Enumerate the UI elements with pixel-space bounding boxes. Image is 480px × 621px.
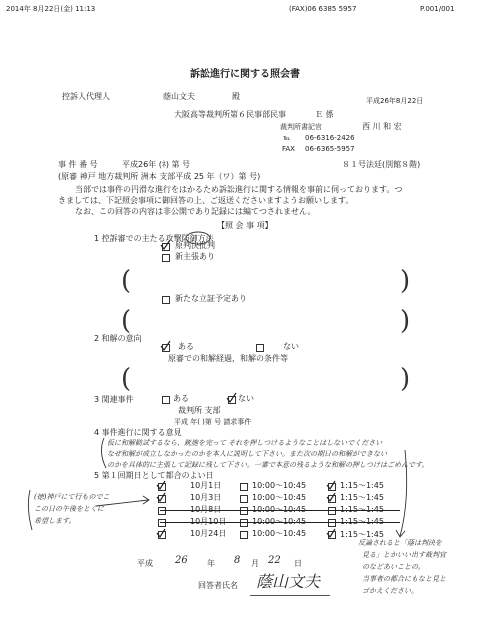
q1-paren2-close: ) bbox=[400, 306, 411, 336]
left-note-arrow bbox=[96, 500, 148, 506]
tel-number: 06-6316-2426 bbox=[305, 134, 355, 142]
intro-line-2: きましては、下記照会事項に御回答の上、ご返送くださいますようお願いします。 bbox=[58, 196, 354, 205]
q1-option-3: 新たな立証予定あり bbox=[175, 294, 247, 303]
q4-answer-2: なぜ和解が成立しなかったのかを本人に説明して下さい。また次の期日の和解ができない bbox=[107, 450, 387, 458]
q5-pm-4: 1:15〜1:45 bbox=[340, 517, 384, 526]
addressee-honorific: 殿 bbox=[232, 92, 240, 101]
section-header: 【照 会 事 項】 bbox=[217, 221, 273, 230]
reply-month-unit: 月 bbox=[251, 559, 259, 568]
q5-date-5: 10月24日 bbox=[190, 529, 227, 538]
q2-paren-close: ) bbox=[400, 364, 411, 394]
intro-line-1: 当部では事件の円滑な進行をはかるため訴訟進行に関する情報を事前に伺っております。つ bbox=[75, 185, 403, 194]
q3-option-yes: ある bbox=[173, 394, 189, 403]
q5-pm-5: 1:15〜1:45 bbox=[340, 530, 384, 539]
fax-label: FAX bbox=[282, 145, 295, 153]
q5-check-1 bbox=[157, 481, 165, 489]
left-note-bracket bbox=[28, 490, 32, 530]
q5-pm-1: 1:15〜1:45 bbox=[340, 481, 384, 490]
reply-day-unit: 日 bbox=[294, 559, 302, 568]
right-note-3: のなどあいことの。 bbox=[362, 563, 425, 571]
reply-year-unit: 年 bbox=[207, 559, 215, 568]
right-note-arrow bbox=[400, 450, 407, 536]
fax-number: (FAX)06 6385 5957 bbox=[289, 5, 357, 13]
q5-date-3: 10月8日 bbox=[190, 505, 222, 514]
respondent-name-label: 回答者氏名 bbox=[198, 581, 238, 590]
q2-note: 原審での和解経過，和解の条件等 bbox=[168, 354, 288, 363]
q1-circle-mark bbox=[186, 232, 210, 244]
case-label: 事 件 番 号 bbox=[58, 160, 98, 169]
q5-am-3: 10:00〜10:45 bbox=[252, 505, 307, 514]
reply-year: 26 bbox=[175, 555, 188, 566]
q5-am-1: 10:00〜10:45 bbox=[252, 481, 307, 490]
respondent-signature: 蔭山文夫 bbox=[256, 572, 321, 591]
q2-option-yes: ある bbox=[178, 342, 194, 351]
q5-pm-2: 1:15〜1:45 bbox=[340, 493, 384, 502]
clerk-title: 裁判所書記官 bbox=[280, 123, 322, 131]
q5-check-2 bbox=[157, 493, 165, 501]
addressee-role: 控訴人代理人 bbox=[62, 92, 110, 101]
q1-title: 1 控訴審での主たる攻撃防御方法 bbox=[94, 234, 214, 243]
q5-date-4: 10月10日 bbox=[190, 517, 227, 526]
left-note-2: この日の午後をとくに bbox=[34, 505, 104, 513]
q5-am-5: 10:00〜10:45 bbox=[252, 529, 307, 538]
right-note-1: 反論されると「蔭は判決を bbox=[358, 539, 442, 547]
intro-line-3: なお、この回答の内容は非公開であり記録には編てつされません。 bbox=[75, 207, 316, 216]
reply-day: 22 bbox=[268, 555, 281, 566]
q3-title: 3 関連事件 bbox=[94, 395, 134, 404]
q1-paren-open: ( bbox=[121, 266, 132, 296]
left-note-1: (徳)神戸にて行ものでこ bbox=[34, 493, 110, 501]
q5-check-3 bbox=[157, 529, 165, 537]
q2-option-no: ない bbox=[283, 342, 299, 351]
q5-pm-check-2 bbox=[327, 493, 335, 501]
q5-date-2: 10月3日 bbox=[190, 493, 222, 502]
q4-bracket bbox=[101, 438, 106, 468]
issue-date: 平成26年8月22日 bbox=[366, 97, 424, 105]
document-title: 訴訟進行に関する照会書 bbox=[190, 69, 300, 80]
fax-page: P.001/001 bbox=[420, 5, 455, 13]
q5-pm-3: 1:15〜1:45 bbox=[340, 505, 384, 514]
left-note-3: 希望します。 bbox=[34, 517, 76, 525]
q3-check-mark bbox=[227, 393, 236, 402]
q2-paren-open: ( bbox=[121, 364, 132, 394]
court-name: 大阪高等裁判所第６民事部民事 bbox=[174, 110, 286, 119]
court-room: ８１号法廷(別館８階) bbox=[342, 160, 421, 169]
q4-answer-1: 仮に和解勧試するなら、銃施を完って それを押しつけるようなことはしないでください bbox=[107, 439, 383, 447]
case-number: 平成26年 (ﾈ) 第 号 bbox=[122, 160, 191, 169]
addressee-name: 蔭山文夫 bbox=[163, 92, 195, 101]
q5-am-2: 10:00〜10:45 bbox=[252, 493, 307, 502]
q5-pm-check-5 bbox=[327, 529, 335, 537]
q3-case-line: 平成 年( )第 号 請求事件 bbox=[174, 418, 252, 426]
q5-title: 5 第１回期日として都合のよい日 bbox=[94, 471, 214, 480]
right-note-5: ゴかえください。 bbox=[362, 587, 418, 595]
right-note-4: 当事者の都合にもなと見と bbox=[362, 575, 446, 583]
q3-court-line: 裁判所 支部 bbox=[178, 406, 221, 415]
fax-datetime: 2014年 8月22日(金) 11:13 bbox=[6, 5, 96, 13]
right-note-2: 見る」とかいい出す裁判官 bbox=[362, 551, 446, 559]
reply-era: 平成 bbox=[137, 559, 153, 568]
tel-label: ℡ bbox=[283, 134, 291, 142]
q2-check-mark bbox=[161, 341, 170, 350]
q4-title: 4 事件進行に関する意見 bbox=[94, 428, 182, 437]
q1-option-1: 原判決批判 bbox=[175, 241, 215, 250]
court-section: Ｅ 係 bbox=[315, 110, 334, 119]
reply-month: 8 bbox=[234, 555, 241, 566]
fax-number-court: 06-6365-5957 bbox=[305, 145, 355, 153]
q1-paren2-open: ( bbox=[121, 306, 132, 336]
q1-check-mark bbox=[161, 240, 170, 249]
q4-answer-3: のかを具体的に主張して記録に残して下さい。一審で本意の残るような和解の押しつけはごめんです。 bbox=[107, 461, 429, 469]
q5-date-1: 10月1日 bbox=[190, 481, 222, 490]
q5-am-4: 10:00〜10:45 bbox=[252, 517, 307, 526]
original-case: (原審 神戸 地方裁判所 洲本 支部平成 25 年（ワ）第 号) bbox=[58, 172, 261, 181]
q1-paren-close: ) bbox=[400, 266, 411, 296]
q3-option-no: ない bbox=[238, 394, 254, 403]
q2-title: 2 和解の意向 bbox=[94, 334, 142, 343]
q1-option-2: 新主張あり bbox=[175, 252, 215, 261]
q5-pm-check-1 bbox=[327, 481, 335, 489]
clerk-name: 西 川 和 宏 bbox=[362, 122, 402, 131]
